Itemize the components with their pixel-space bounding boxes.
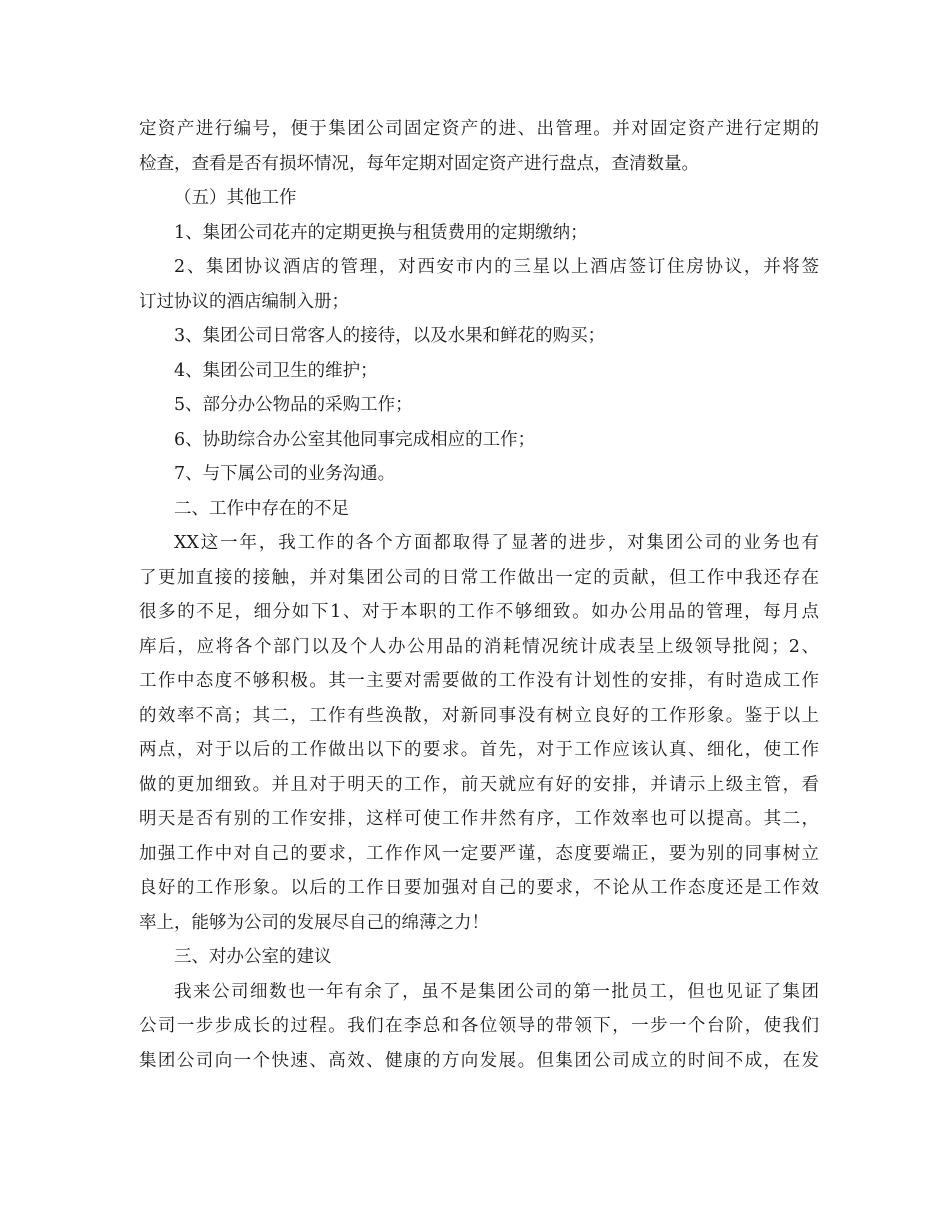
text-line: 公司一步步成长的过程。我们在李总和各位领导的带领下，一步一个台阶，使我们 — [139, 1016, 819, 1036]
text-line: 检查，查看是否有损坏情况，每年定期对固定资产进行盘点，查清数量。 — [139, 153, 699, 174]
text-line: 7、与下属公司的业务沟通。 — [174, 464, 396, 484]
text-line: XX这一年，我工作的各个方面都取得了显著的进步，对集团公司的业务也有 — [174, 533, 819, 553]
text-line: 三、对办公室的建议 — [174, 947, 332, 967]
text-line: 4、集团公司卫生的维护； — [174, 360, 378, 381]
text-line: 工作中态度不够积极。其一主要对需要做的工作没有计划性的安排，有时造成工作 — [139, 671, 819, 691]
text-line: 6、协助综合办公室其他同事完成相应的工作； — [174, 429, 536, 450]
text-line: 做的更加细致。并且对于明天的工作，前天就应有好的安排，并请示上级主管，看 — [139, 774, 819, 795]
text-line: 二、工作中存在的不足 — [174, 498, 349, 519]
text-line: 5、部分办公物品的采购工作； — [174, 395, 413, 415]
text-line: 率上，能够为公司的发展尽自己的绵薄之力！ — [139, 912, 489, 933]
text-line: 3、集团公司日常客人的接待，以及水果和鲜花的购买； — [174, 326, 606, 346]
text-line: 2、集团协议酒店的管理，对西安市内的三星以上酒店签订住房协议，并将签 — [174, 257, 819, 277]
text-line: 了更加直接的接触，并对集团公司的日常工作做出一定的贡献，但工作中我还存在 — [139, 567, 819, 588]
document-body — [139, 112, 819, 1078]
text-line: 订过协议的酒店编制入册； — [139, 291, 349, 312]
text-line: 集团公司向一个快速、高效、健康的方向发展。但集团公司成立的时间不成，在发 — [139, 1050, 819, 1071]
text-line: 明天是否有别的工作安排，这样可使工作井然有序，工作效率也可以提高。其二， — [139, 809, 819, 829]
text-line: 加强工作中对自己的要求，工作作风一定要严谨，态度要端正，要为别的同事树立 — [139, 843, 819, 864]
text-line: 库后，应将各个部门以及个人办公用品的消耗情况统计成表呈上级领导批阅；2、 — [139, 636, 819, 657]
text-line: 定资产进行编号，便于集团公司固定资产的进、出管理。并对固定资产进行定期的 — [139, 119, 819, 139]
text-line: 我来公司细数也一年有余了，虽不是集团公司的第一批员工，但也见证了集团 — [174, 981, 819, 1002]
text-line: 良好的工作形象。以后的工作日要加强对自己的要求，不论从工作态度还是工作效 — [139, 878, 819, 898]
text-line: 两点，对于以后的工作做出以下的要求。首先，对于工作应该认真、细化，使工作 — [139, 740, 819, 760]
text-line: 1、集团公司花卉的定期更换与租赁费用的定期缴纳； — [174, 222, 588, 243]
text-line: 的效率不高；其二，工作有些涣散，对新同事没有树立良好的工作形象。鉴于以上 — [139, 705, 819, 726]
text-line: （五）其他工作 — [174, 188, 297, 208]
text-line: 很多的不足，细分如下1、对于本职的工作不够细致。如办公用品的管理，每月点 — [139, 602, 819, 622]
